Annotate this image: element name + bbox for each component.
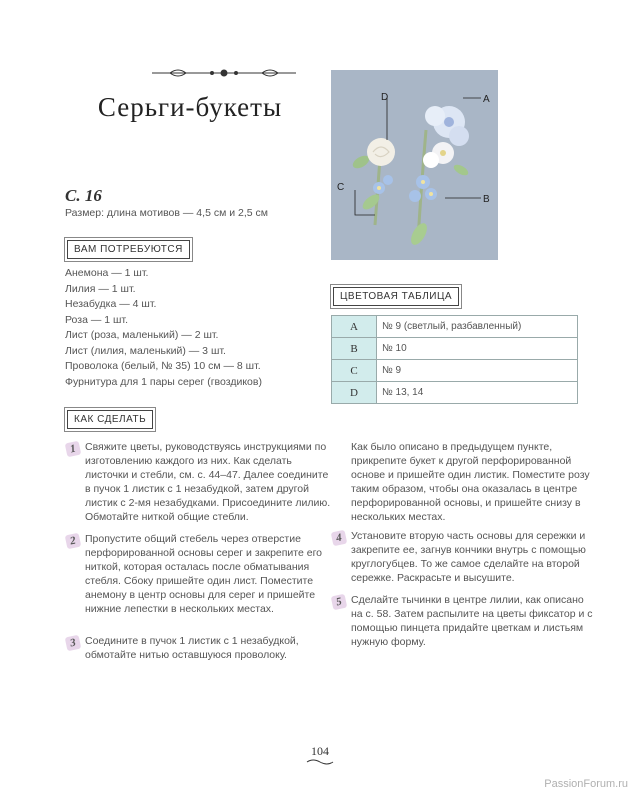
table-key: C [332, 360, 377, 382]
step-3 [69, 634, 331, 662]
table-value: № 9 [377, 360, 578, 382]
step-3-continued [351, 440, 597, 524]
title-ornament [150, 66, 298, 80]
list-item: Лист (лилия, маленький) — 3 шт. [65, 344, 226, 357]
table-row [332, 316, 578, 338]
step-1 [69, 440, 331, 524]
list-item: Фурнитура для 1 пары серег (гвоздиков) [65, 375, 262, 388]
table-row [332, 382, 578, 404]
table-value: № 10 [377, 338, 578, 360]
earrings-photo [331, 70, 498, 260]
table-value: № 13, 14 [377, 382, 578, 404]
step-number-badge: 1 [65, 441, 82, 458]
size-text: Размер: длина мотивов — 4,5 см и 2,5 см [65, 207, 268, 219]
step-text: Как было описано в предыдущем пункте, прикрепите букет к другой перфорированной основе и пришейте один листик. Поместите розу таким образом, чтобы она оказалась в центре перфорированной основы, и пришейте снизу в нескольких местах. [351, 441, 590, 523]
list-item: Анемона — 1 шт. [65, 267, 149, 279]
step-5 [335, 593, 597, 649]
photo-label-a: A [483, 94, 490, 105]
step-number-badge: 2 [65, 533, 82, 550]
page-number-swash [306, 759, 334, 765]
page-number: 104 [311, 744, 329, 758]
table-row [332, 338, 578, 360]
step-4 [335, 529, 597, 585]
step-number-badge: 3 [65, 635, 82, 652]
step-number-badge: 5 [331, 594, 348, 611]
page-title: Серьги-букеты [97, 92, 283, 122]
step-text: Сделайте тычинки в центре лилии, как описано на с. 58. Затем распылите на цветы фиксатор и с помощью пинцета придайте цветкам и листьям нужную форму. [351, 594, 593, 648]
photo-label-d: D [381, 92, 389, 103]
materials-heading: ВАМ ПОТРЕБУЮТСЯ [67, 240, 190, 259]
list-item: Лист (роза, маленький) — 2 шт. [65, 329, 219, 341]
step-2 [69, 532, 331, 616]
step-number-badge: 4 [331, 530, 348, 547]
materials-list [65, 266, 262, 390]
list-item: Проволока (белый, № 35) 10 см — 8 шт. [65, 360, 261, 372]
howto-heading: КАК СДЕЛАТЬ [67, 410, 153, 429]
table-key: A [332, 316, 377, 338]
table-key: D [332, 382, 377, 404]
list-item: Роза — 1 шт. [65, 313, 128, 326]
photo-label-c: C [337, 182, 345, 193]
step-text: Свяжите цветы, руководствуясь инструкциями по изготовлению каждого из них. Как сделать листочки и стебли, см. с. 44–47. Далее соедините в пучок 1 листик с 1 незабудкой, затем другой листик с 2-мя незабудками. Присоедините лилию. Обмотайте ниткой общие стебли. [85, 441, 331, 523]
table-key: B [332, 338, 377, 360]
earrings-illustration [331, 70, 498, 260]
reference-page: С. 16 [65, 186, 102, 205]
list-item: Лилия — 1 шт. [65, 282, 136, 295]
color-table [331, 315, 578, 404]
table-value: № 9 (светлый, разбавленный) [377, 316, 578, 338]
step-text: Установите вторую часть основы для сережки и закрепите ее, загнув кончики внутрь с помощью круглогубцев. То же самое сделайте на второй сережке. Раскрасьте и высушите. [351, 530, 586, 584]
step-text: Пропустите общий стебель через отверстие перфорированной основы серег и закрепите его ниткой, которая осталась после обматывания стебля. Сбоку пришейте один лист. Поместите анемону в центр основы для серег и пришейте нижние лепестки в нескольких местах. [85, 533, 323, 615]
table-row [332, 360, 578, 382]
color-table-heading: ЦВЕТОВАЯ ТАБЛИЦА [333, 287, 459, 306]
watermark: PassionForum.ru [544, 778, 628, 790]
list-item: Незабудка — 4 шт. [65, 298, 157, 310]
step-text: Соедините в пучок 1 листик с 1 незабудкой, обмотайте нитью оставшуюся проволоку. [85, 635, 299, 661]
photo-label-b: B [483, 194, 490, 205]
